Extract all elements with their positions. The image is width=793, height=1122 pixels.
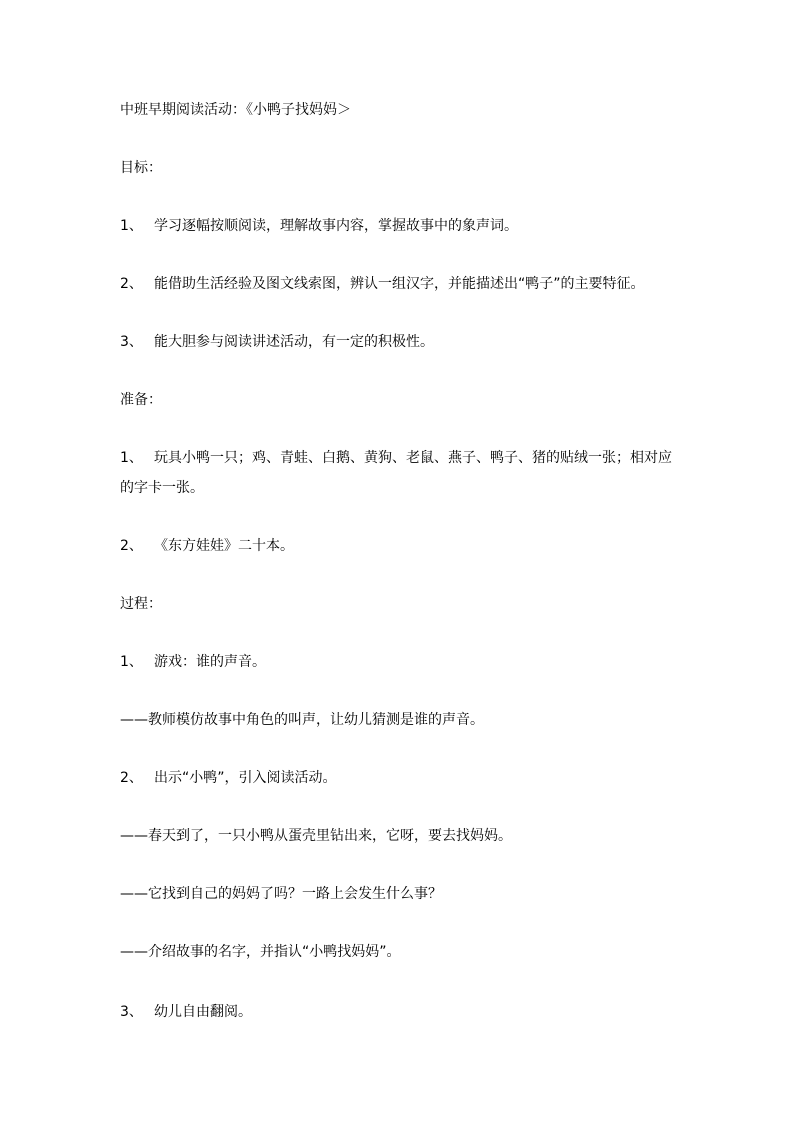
goal-item-3-number: 3、	[120, 334, 143, 350]
process-step-2-number: 2、	[120, 770, 143, 786]
goal-item-3	[120, 332, 434, 352]
process-step-1-note: ——教师模仿故事中角色的叫声，让幼儿猜测是谁的声音。	[120, 712, 484, 728]
prep-item-2-text: 《东方娃娃》二十本。	[154, 538, 294, 554]
goal-item-1-text: 学习逐幅按顺阅读，理解故事内容，掌握故事中的象声词。	[154, 218, 518, 234]
process-step-3-number: 3、	[120, 1004, 143, 1020]
process-step-1	[120, 652, 266, 672]
goal-item-2-number: 2、	[120, 276, 143, 292]
goal-item-3-text: 能大胆参与阅读讲述活动，有一定的积极性。	[154, 334, 434, 350]
goal-item-1	[120, 216, 518, 236]
prep-item-1	[120, 448, 672, 468]
process-step-2-text: 出示“小鸭”，引入阅读活动。	[154, 770, 337, 786]
process-step-3-text: 幼儿自由翻阅。	[154, 1004, 252, 1020]
prep-item-2	[120, 536, 294, 556]
prep-item-2-number: 2、	[120, 538, 143, 554]
process-step-2-note-1: ——春天到了，一只小鸭从蛋壳里钻出来，它呀，要去找妈妈。	[120, 828, 512, 844]
prep-item-1-number: 1、	[120, 450, 143, 466]
prep-item-1-text: 玩具小鸭一只；鸡、青蛙、白鹅、黄狗、老鼠、燕子、鸭子、猪的贴绒一张；相对应	[154, 450, 672, 466]
document-title: 中班早期阅读活动：《小鸭子找妈妈＞	[120, 102, 351, 118]
process-step-3	[120, 1002, 252, 1022]
process-step-2-note-3: ——介绍故事的名字，并指认“小鸭找妈妈”。	[120, 944, 401, 960]
goals-heading: 目标：	[120, 160, 162, 176]
process-step-2	[120, 768, 337, 788]
process-heading: 过程：	[120, 596, 162, 612]
prep-item-1-continuation: 的字卡一张。	[120, 480, 204, 496]
process-step-1-number: 1、	[120, 654, 143, 670]
goal-item-2	[120, 274, 645, 294]
prep-heading: 准备：	[120, 392, 162, 408]
process-step-2-note-2: ——它找到自己的妈妈了吗？一路上会发生什么事？	[120, 886, 442, 902]
goal-item-2-text: 能借助生活经验及图文线索图，辨认一组汉字，并能描述出“鸭子”的主要特征。	[154, 276, 645, 292]
goal-item-1-number: 1、	[120, 218, 143, 234]
process-step-1-text: 游戏：谁的声音。	[154, 654, 266, 670]
